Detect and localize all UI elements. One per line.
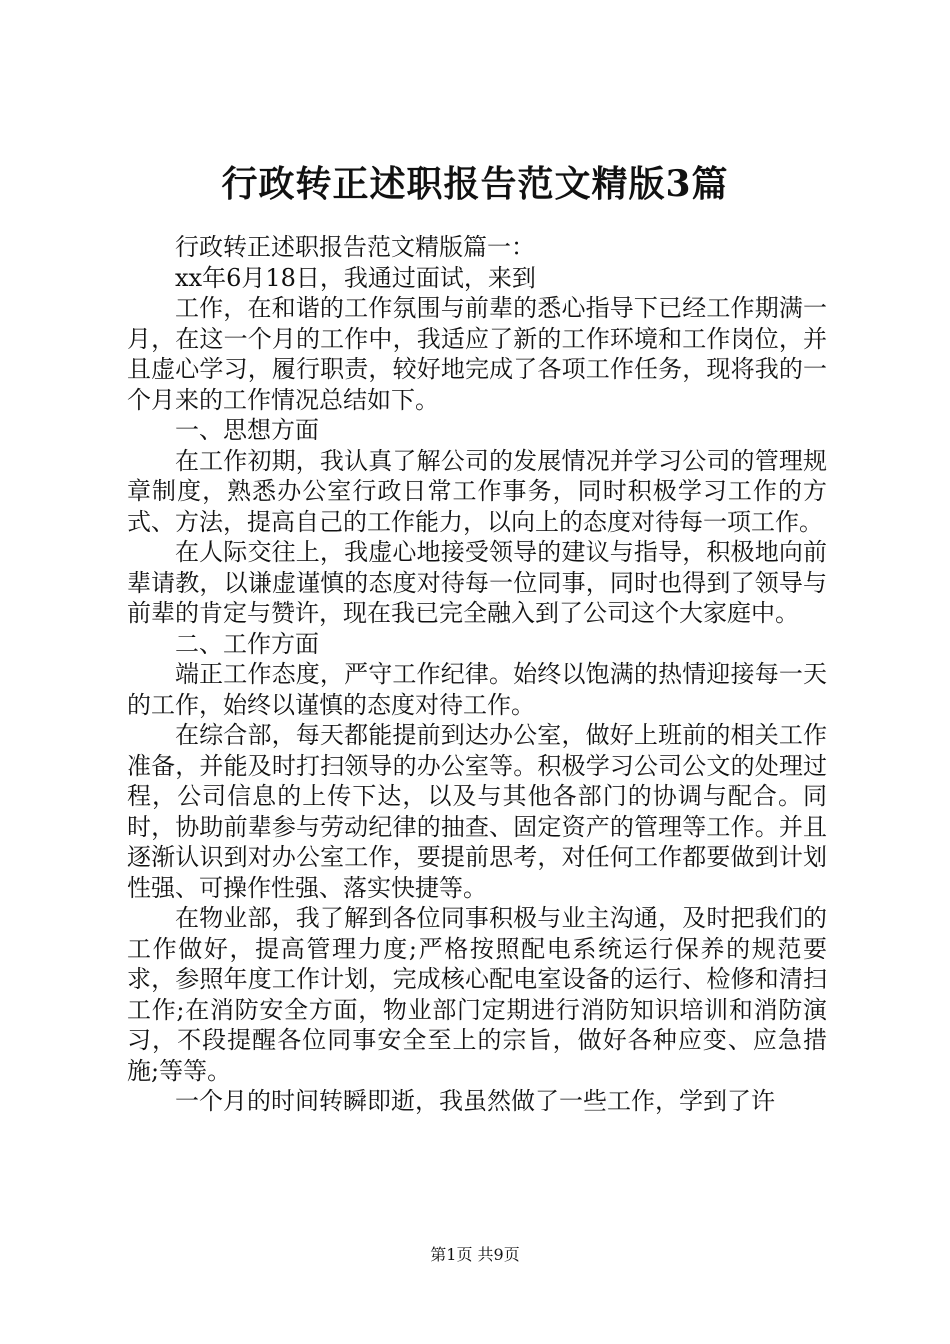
paragraph-date: xx年6月18日，我通过面试，来到 — [175, 263, 536, 292]
paragraph-attitude: 端正工作态度，严守工作纪律。始终以饱满的热情迎接每一天的工作，始终以谨慎的态度对待工作。 — [127, 660, 827, 719]
paragraph-early-work: 在工作初期，我认真了解公司的发展情况并学习公司的管理规章制度，熟悉办公室行政日常工作事务，同时积极学习工作的方式、方法，提高自己的工作能力，以向上的态度对待每一项工作。 — [127, 446, 827, 536]
paragraph-conclusion: 一个月的时间转瞬即逝，我虽然做了一些工作，学到了许 — [175, 1087, 775, 1115]
page-footer: 第1页 共9页 — [430, 1245, 520, 1264]
section-heading-thinking: 一、思想方面 — [175, 416, 319, 444]
paragraph-summary: 工作，在和谐的工作氛围与前辈的悉心指导下已经工作期满一月，在这一个月的工作中，我适应了新的工作环境和工作岗位，并且虚心学习，履行职责，较好地完成了各项工作任务，现将我的一个月来的工作情况总结如下。 — [127, 294, 827, 414]
section-heading-work: 二、工作方面 — [175, 629, 319, 658]
paragraph-interpersonal: 在人际交往上，我虚心地接受领导的建议与指导，积极地向前辈请教，以谦虚谨慎的态度对待每一位同事，同时也得到了领导与前辈的肯定与赞许，现在我已完全融入到了公司这个大家庭中。 — [127, 538, 827, 627]
paragraph-property-department: 在物业部，我了解到各位同事积极与业主沟通，及时把我们的工作做好，提高管理力度;严格按照配电系统运行保养的规范要求，参照年度工作计划，完成核心配电室设备的运行、检修和清扫工作;在消防安全方面，物业部门定期进行消防知识培训和消防演习，不段提醒各位同事安全至上的宗旨，做好各种应变、应急措施;等等。 — [127, 904, 827, 1085]
paragraph-general-department: 在综合部，每天都能提前到达办公室，做好上班前的相关工作准备，并能及时打扫领导的办公室等。积极学习公司公文的处理过程，公司信息的上传下达，以及与其他各部门的协调与配合。同时，协助前辈参与劳动纪律的抽查、固定资产的管理等工作。并且逐渐认识到对办公室工作，要提前思考，对任何工作都要做到计划性强、可操作性强、落实快捷等。 — [127, 721, 827, 902]
document-body — [127, 232, 827, 1117]
document-title: 行政转正述职报告范文精版3篇 — [221, 163, 729, 205]
paragraph-intro-heading: 行政转正述职报告范文精版篇一： — [175, 233, 535, 261]
